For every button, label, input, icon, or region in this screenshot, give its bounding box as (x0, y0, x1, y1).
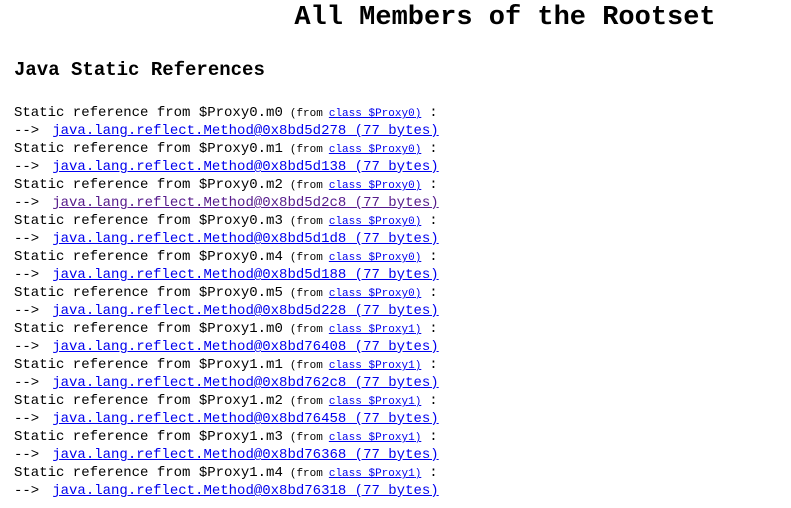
entry-description-line (14, 284, 791, 302)
entry-prefix: Static reference from $Proxy0.m1 (14, 141, 283, 157)
entry-description-line (14, 104, 791, 122)
referrer-class-link[interactable] (329, 108, 421, 120)
rootset-entry (14, 392, 791, 428)
rootset-entry (14, 140, 791, 176)
entry-from (290, 108, 421, 120)
referrer-class-label: class $Proxy0 (328, 108, 415, 120)
entry-prefix: Static reference from $Proxy1.m3 (14, 429, 283, 445)
from-word: (from (289, 360, 323, 372)
entry-colon: : (429, 285, 438, 301)
rootset-entry (14, 104, 791, 140)
referrer-class-link[interactable] (329, 432, 421, 444)
from-close-paren: ) (414, 324, 422, 336)
target-object-link[interactable]: java.lang.reflect.Method@0x8bd76318 (77 bytes) (52, 483, 439, 499)
from-word: (from (289, 144, 323, 156)
referrer-class-label: class $Proxy0 (328, 288, 415, 300)
entry-target-line (14, 302, 791, 320)
referrer-class-label: class $Proxy1 (328, 396, 415, 408)
target-object-link[interactable]: java.lang.reflect.Method@0x8bd5d188 (77 bytes) (52, 267, 439, 283)
from-close-paren: ) (414, 396, 422, 408)
arrow-text: --> (14, 195, 40, 211)
entry-from (290, 252, 421, 264)
entry-description-line (14, 248, 791, 266)
referrer-class-link[interactable] (329, 324, 421, 336)
referrer-class-label: class $Proxy0 (328, 180, 415, 192)
entry-description-line (14, 140, 791, 158)
entry-prefix: Static reference from $Proxy1.m2 (14, 393, 283, 409)
from-word: (from (289, 108, 323, 120)
entry-description-line (14, 464, 791, 482)
referrer-class-label: class $Proxy1 (328, 324, 415, 336)
referrer-class-link[interactable] (329, 252, 421, 264)
entry-from (290, 288, 421, 300)
target-object-link[interactable]: java.lang.reflect.Method@0x8bd5d2c8 (77 bytes) (52, 195, 439, 211)
referrer-class-label: class $Proxy1 (328, 468, 415, 480)
from-close-paren: ) (414, 180, 422, 192)
page-title: All Members of the Rootset (294, 3, 716, 33)
arrow-text: --> (14, 159, 40, 175)
from-close-paren: ) (414, 288, 422, 300)
referrer-class-label: class $Proxy0 (328, 216, 415, 228)
entry-colon: : (429, 393, 438, 409)
arrow-text: --> (14, 303, 40, 319)
from-close-paren: ) (414, 252, 422, 264)
entry-description-line (14, 392, 791, 410)
target-object-link[interactable]: java.lang.reflect.Method@0x8bd5d138 (77 bytes) (52, 159, 439, 175)
rootset-entry (14, 212, 791, 248)
target-object-link[interactable]: java.lang.reflect.Method@0x8bd76408 (77 bytes) (52, 339, 439, 355)
referrer-class-label: class $Proxy1 (328, 432, 415, 444)
referrer-class-label: class $Proxy1 (328, 360, 415, 372)
entry-from (290, 360, 421, 372)
referrer-class-link[interactable] (329, 180, 421, 192)
entry-from (290, 180, 421, 192)
entry-prefix: Static reference from $Proxy1.m0 (14, 321, 283, 337)
from-word: (from (289, 324, 323, 336)
arrow-text: --> (14, 339, 40, 355)
entry-prefix: Static reference from $Proxy0.m2 (14, 177, 283, 193)
target-object-link[interactable]: java.lang.reflect.Method@0x8bd76368 (77 bytes) (52, 447, 439, 463)
from-word: (from (289, 180, 323, 192)
referrer-class-link[interactable] (329, 288, 421, 300)
referrer-class-link[interactable] (329, 396, 421, 408)
entry-from (290, 432, 421, 444)
entry-target-line (14, 338, 791, 356)
entry-target-line (14, 158, 791, 176)
entry-from (290, 144, 421, 156)
entry-colon: : (429, 105, 438, 121)
entry-colon: : (429, 357, 438, 373)
arrow-text: --> (14, 375, 40, 391)
entry-colon: : (429, 465, 438, 481)
rootset-entry (14, 428, 791, 464)
arrow-text: --> (14, 483, 40, 499)
referrer-class-link[interactable] (329, 468, 421, 480)
rootset-entry (14, 320, 791, 356)
entry-description-line (14, 428, 791, 446)
entry-prefix: Static reference from $Proxy0.m3 (14, 213, 283, 229)
entry-from (290, 468, 421, 480)
entry-colon: : (429, 321, 438, 337)
rootset-entry (14, 176, 791, 212)
entry-prefix: Static reference from $Proxy0.m5 (14, 285, 283, 301)
section-heading: Java Static References (14, 59, 265, 81)
entry-prefix: Static reference from $Proxy0.m0 (14, 105, 283, 121)
from-close-paren: ) (414, 360, 422, 372)
from-close-paren: ) (414, 468, 422, 480)
from-word: (from (289, 252, 323, 264)
rootset-entry (14, 248, 791, 284)
referrer-class-link[interactable] (329, 216, 421, 228)
target-object-link[interactable]: java.lang.reflect.Method@0x8bd762c8 (77 bytes) (52, 375, 439, 391)
rootset-entry (14, 464, 791, 500)
entry-colon: : (429, 177, 438, 193)
entry-from (290, 216, 421, 228)
entry-description-line (14, 176, 791, 194)
entry-colon: : (429, 213, 438, 229)
entry-from (290, 324, 421, 336)
entry-colon: : (429, 141, 438, 157)
from-word: (from (289, 432, 323, 444)
entry-target-line (14, 410, 791, 428)
entry-description-line (14, 212, 791, 230)
entry-colon: : (429, 429, 438, 445)
entry-prefix: Static reference from $Proxy1.m1 (14, 357, 283, 373)
arrow-text: --> (14, 231, 40, 247)
from-close-paren: ) (414, 144, 422, 156)
entry-target-line (14, 122, 791, 140)
entry-target-line (14, 482, 791, 500)
referrer-class-label: class $Proxy0 (328, 144, 415, 156)
arrow-text: --> (14, 267, 40, 283)
target-object-link[interactable]: java.lang.reflect.Method@0x8bd5d1d8 (77 bytes) (52, 231, 439, 247)
entry-description-line (14, 320, 791, 338)
from-word: (from (289, 216, 323, 228)
entry-target-line (14, 230, 791, 248)
entry-target-line (14, 266, 791, 284)
referrer-class-link[interactable] (329, 360, 421, 372)
entry-target-line (14, 446, 791, 464)
from-word: (from (289, 468, 323, 480)
target-object-link[interactable]: java.lang.reflect.Method@0x8bd5d228 (77 bytes) (52, 303, 439, 319)
arrow-text: --> (14, 447, 40, 463)
rootset-entries (14, 104, 791, 500)
referrer-class-link[interactable] (329, 144, 421, 156)
from-close-paren: ) (414, 216, 422, 228)
rootset-entry (14, 356, 791, 392)
entry-from (290, 396, 421, 408)
from-word: (from (289, 396, 323, 408)
entry-prefix: Static reference from $Proxy1.m4 (14, 465, 283, 481)
arrow-text: --> (14, 123, 40, 139)
entry-target-line (14, 374, 791, 392)
jhat-rootset-page (0, 3, 791, 500)
target-object-link[interactable]: java.lang.reflect.Method@0x8bd5d278 (77 bytes) (52, 123, 439, 139)
referrer-class-label: class $Proxy0 (328, 252, 415, 264)
entry-description-line (14, 356, 791, 374)
target-object-link[interactable]: java.lang.reflect.Method@0x8bd76458 (77 bytes) (52, 411, 439, 427)
entry-target-line (14, 194, 791, 212)
from-close-paren: ) (414, 108, 422, 120)
from-close-paren: ) (414, 432, 422, 444)
entry-prefix: Static reference from $Proxy0.m4 (14, 249, 283, 265)
arrow-text: --> (14, 411, 40, 427)
from-word: (from (289, 288, 323, 300)
entry-colon: : (429, 249, 438, 265)
rootset-entry (14, 284, 791, 320)
